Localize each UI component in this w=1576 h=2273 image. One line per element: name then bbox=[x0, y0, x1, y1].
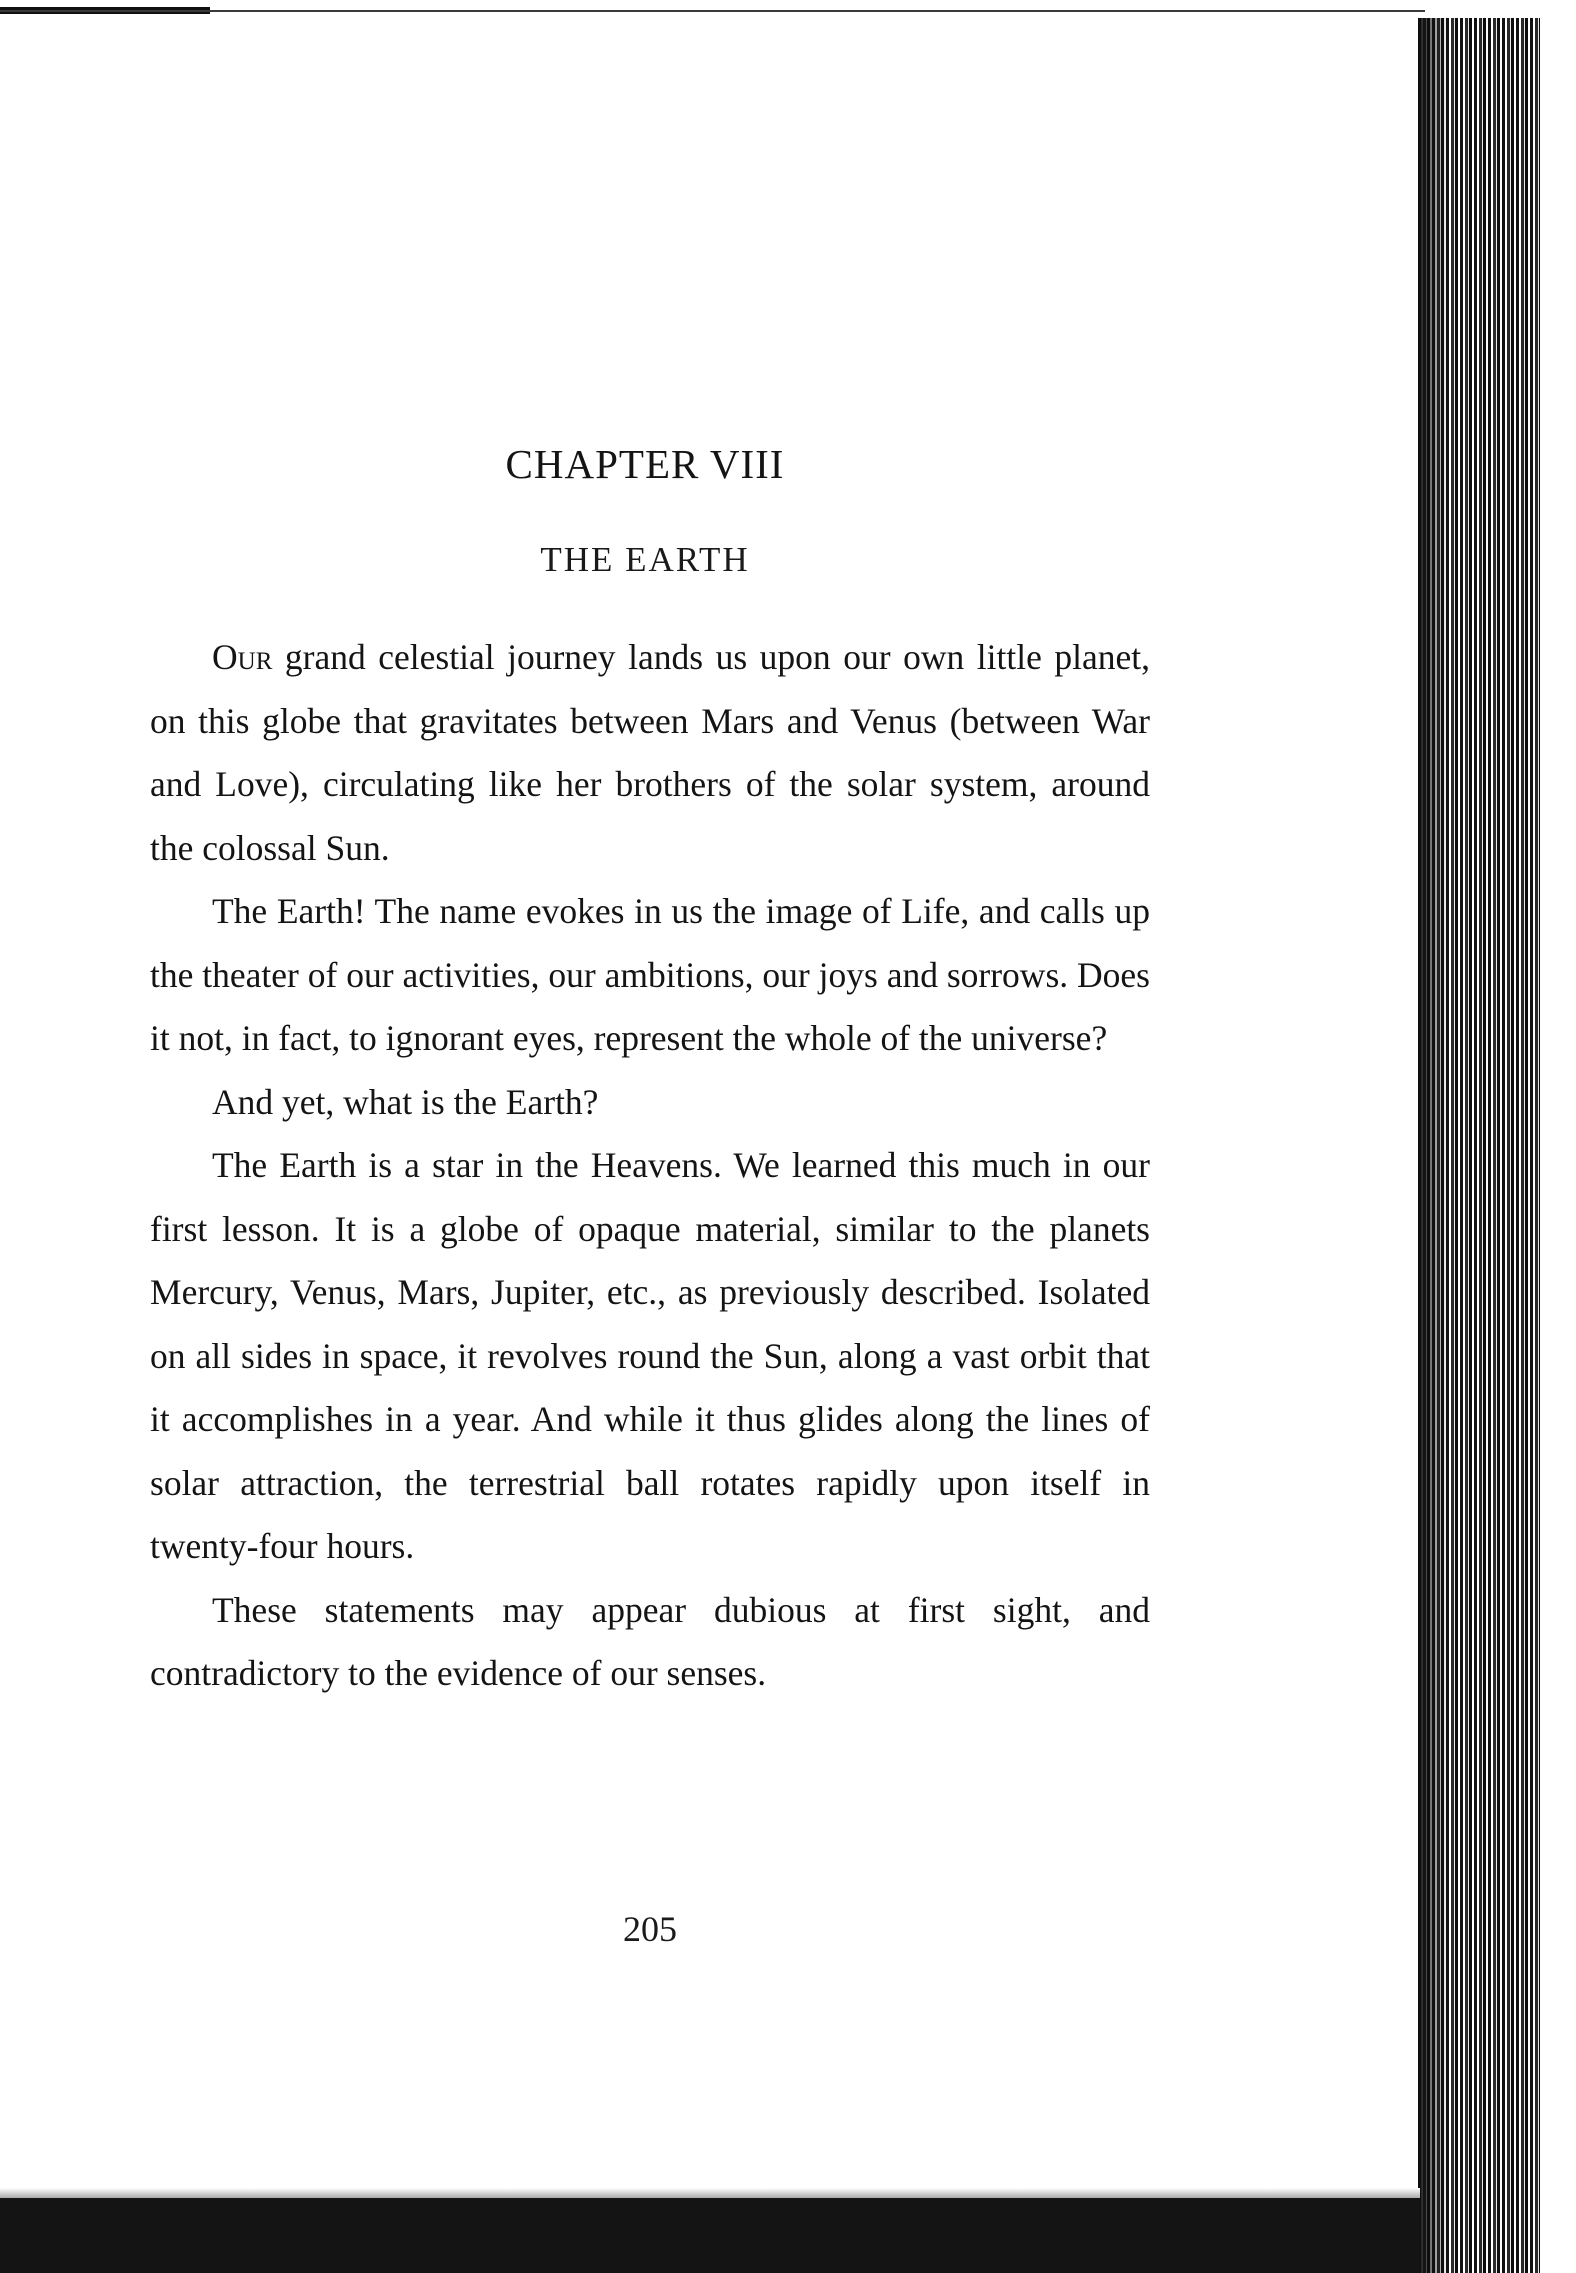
scan-top-edge bbox=[0, 10, 1425, 12]
scan-right-margin bbox=[1540, 18, 1576, 2273]
paragraph bbox=[150, 626, 1150, 880]
chapter-title: THE EARTH bbox=[540, 540, 750, 579]
chapter-heading: CHAPTER VIII bbox=[505, 441, 785, 487]
paragraph: And yet, what is the Earth? bbox=[212, 1081, 599, 1122]
book-gutter-shadow bbox=[1418, 18, 1448, 2273]
paragraph-text: grand celestial journey lands us upon our own little planet, on this globe that gravitates between Mars and Venus (between War and Love), circulating like her brothers of the solar system, around the colossal Sun. bbox=[150, 637, 1150, 868]
paragraph: These statements may appear dubious at first sight, and contradictory to the evidence of our senses. bbox=[150, 1589, 1150, 1693]
paragraph: The Earth! The name evokes in us the image of Life, and calls up the theater of our activities, our ambitions, our joys and sorrows. Does it not, in fact, to ignorant eyes, represent the whole of the universe? bbox=[150, 891, 1150, 1058]
opening-word: Our bbox=[212, 637, 273, 677]
body-text bbox=[150, 626, 1150, 1706]
paragraph: The Earth is a star in the Heavens. We learned this much in our first lesson. It is a globe of opaque material, similar to the planets Mercury, Venus, Mars, Jupiter, etc., as previously described. Isolated on all sides in space, it revolves round the Sun, along a vast orbit that it accomplishes in a year. And while it thus glides along the lines of solar attraction, the terrestrial ball rotates rapidly upon itself in twenty-four hours. bbox=[150, 1145, 1150, 1566]
scan-bottom-edge bbox=[0, 2198, 1420, 2273]
page-number: 205 bbox=[623, 1909, 677, 1949]
